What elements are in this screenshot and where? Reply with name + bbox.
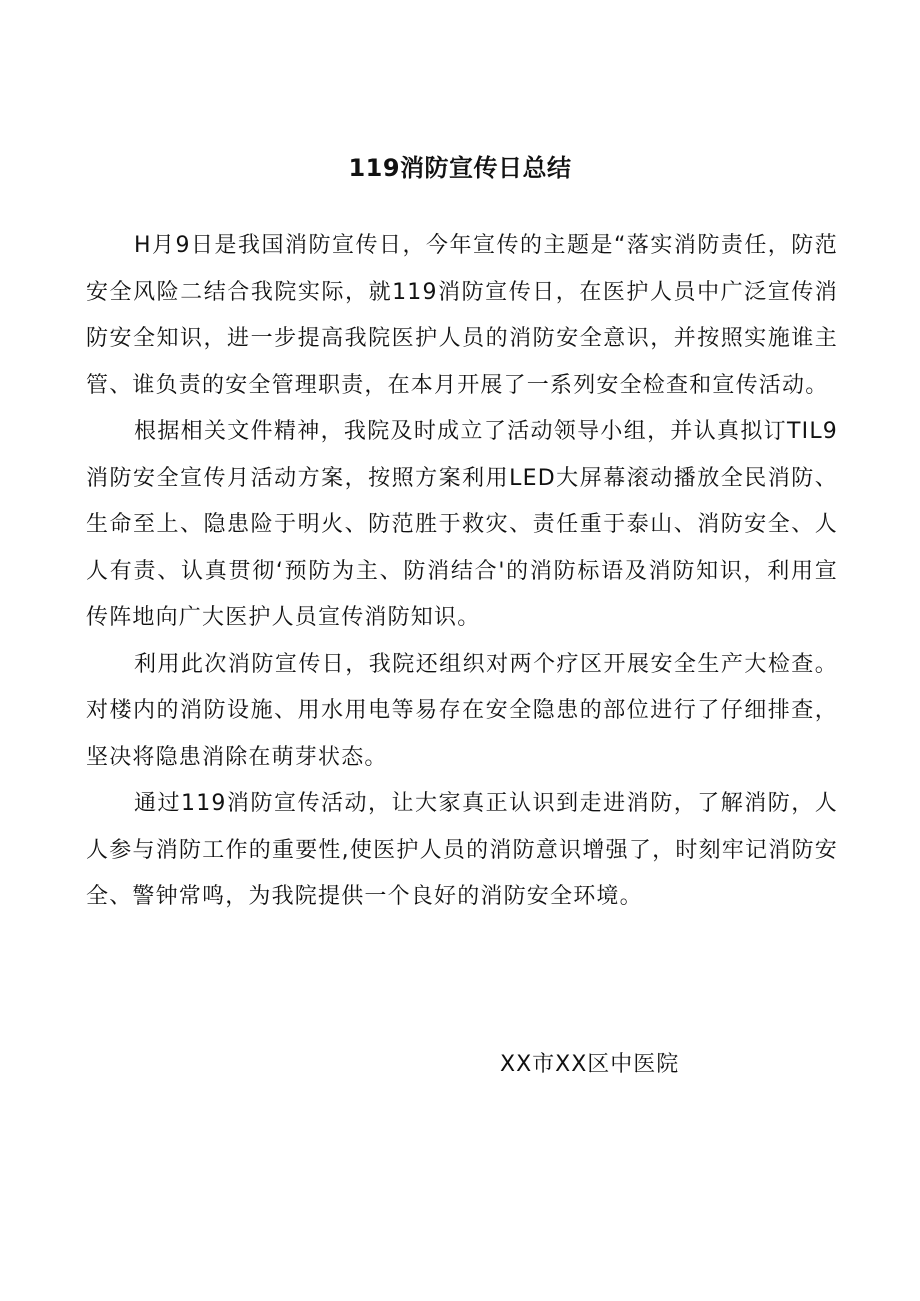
signature: XX市XX区中医院: [500, 1052, 680, 1077]
document-title: 119消防宣传日总结: [348, 154, 572, 182]
paragraph-3: 利用此次消防宣传日，我院还组织对两个疗区开展安全生产大检查。对楼内的消防设施、用水用电等易存在安全隐患的部位进行了仔细排查，坚决将隐患消除在萌芽状态。: [86, 651, 838, 770]
paragraph-1: H月9日是我国消防宣传日，今年宣传的主题是“落实消防责任，防范安全风险二结合我院实际，就119消防宣传日，在医护人员中广泛宣传消防安全知识，进一步提高我院医护人员的消防安全意识，并按照实施谁主管、谁负责的安全管理职责，在本月开展了一系列安全检查和宣传活动。: [86, 233, 838, 398]
paragraph-2: 根据相关文件精神，我院及时成立了活动领导小组，并认真拟订TIL9消防安全宣传月活动方案，按照方案利用LED大屏幕滚动播放全民消防、生命至上、隐患险于明火、防范胜于救灾、责任重于泰山、消防安全、人人有责、认真贯彻‘预防为主、防消结合'的消防标语及消防知识，利用宣传阵地向广大医护人员宣传消防知识。: [86, 419, 838, 630]
document-body: [86, 223, 838, 921]
paragraph-4: 通过119消防宣传活动，让大家真正认识到走进消防，了解消防，人人参与消防工作的重要性,使医护人员的消防意识增强了，时刻牢记消防安全、警钟常鸣，为我院提供一个良好的消防安全环境。: [86, 791, 838, 909]
